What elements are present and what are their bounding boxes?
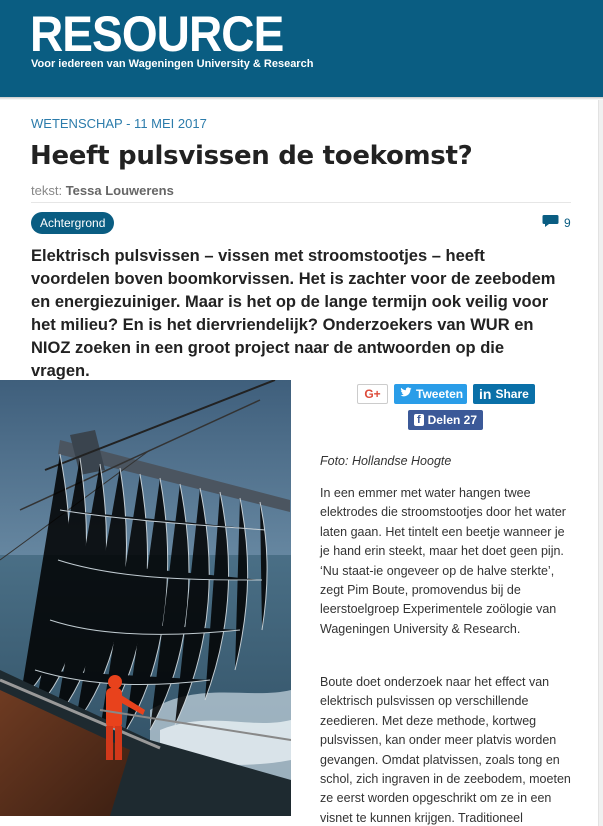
article-title: Heeft pulsvissen de toekomst?: [30, 141, 473, 171]
twitter-bird-icon: [400, 384, 412, 404]
facebook-icon: f: [414, 414, 424, 426]
article-photo: [0, 380, 291, 816]
tweet-label: Tweeten: [416, 387, 464, 401]
comments-link[interactable]: [542, 214, 571, 232]
article-paragraph: Boute doet onderzoek naar het effect van elektrisch pulsvissen op verschillende zeedieren. Met deze methode, kortweg pulsvissen, kan onder meer platvis worden gevangen. Omdat platvissen, zoals tong en schol, zich ingraven in de zeebodem, moeten ze eerst worden opgeschrikt om ze in een visnet te kunnen krijgen. Traditioneel: [320, 675, 571, 825]
linkedin-share-button[interactable]: [473, 384, 535, 404]
site-logo-subtitle: Voor iedereen van Wageningen University & Research: [31, 58, 314, 70]
facebook-label: Delen 27: [427, 413, 477, 427]
header-shadow: [0, 97, 603, 100]
article-paragraph: In een emmer met water hangen twee elektrodes die stroomstootjes door het water laten gaan. Het tintelt een beetje wanneer je je hand erin steekt, maar het doet geen pijn. ‘Nu staat-ie ongeveer op de halve sterkte’, zegt Pim Boute, promovendus bij de leerstoelgroep Experimentele zoölogie van Wageningen University & Research.: [320, 486, 566, 636]
author-prefix: tekst:: [31, 183, 63, 198]
google-plus-button[interactable]: [357, 384, 388, 404]
article-author: [31, 183, 174, 199]
comment-count: 9: [564, 216, 571, 230]
google-plus-icon: G+: [364, 387, 381, 401]
author-name[interactable]: Tessa Louwerens: [65, 183, 174, 198]
linkedin-label: Share: [495, 387, 529, 401]
site-logo-title[interactable]: RESOURCE: [30, 6, 284, 62]
photo-caption: Foto: Hollandse Hoogte: [320, 454, 452, 468]
tweet-button[interactable]: [394, 384, 467, 404]
linkedin-icon: in: [479, 386, 492, 402]
category-tag[interactable]: Achtergrond: [31, 212, 114, 234]
site-header: [0, 0, 603, 97]
divider: [31, 202, 571, 203]
article-intro: Elektrisch pulsvissen – vissen met stroomstootjes – heeft voordelen boven boomkorvissen. Het is zachter voor de zeebodem en energiezuiniger. Maar is het op de lange termijn ook veilig voor het milieu? En is het diervriendelijk? Onderzoekers van WUR en NIOZ zoeken in een groot project naar de antwoorden op die vragen.: [31, 247, 556, 380]
share-buttons: [357, 384, 535, 404]
article-meta[interactable]: WETENSCHAP - 11 MEI 2017: [31, 116, 207, 131]
speech-bubble-icon: [542, 214, 559, 232]
facebook-share-button[interactable]: [408, 410, 483, 430]
page-scroll-edge: [598, 100, 603, 826]
